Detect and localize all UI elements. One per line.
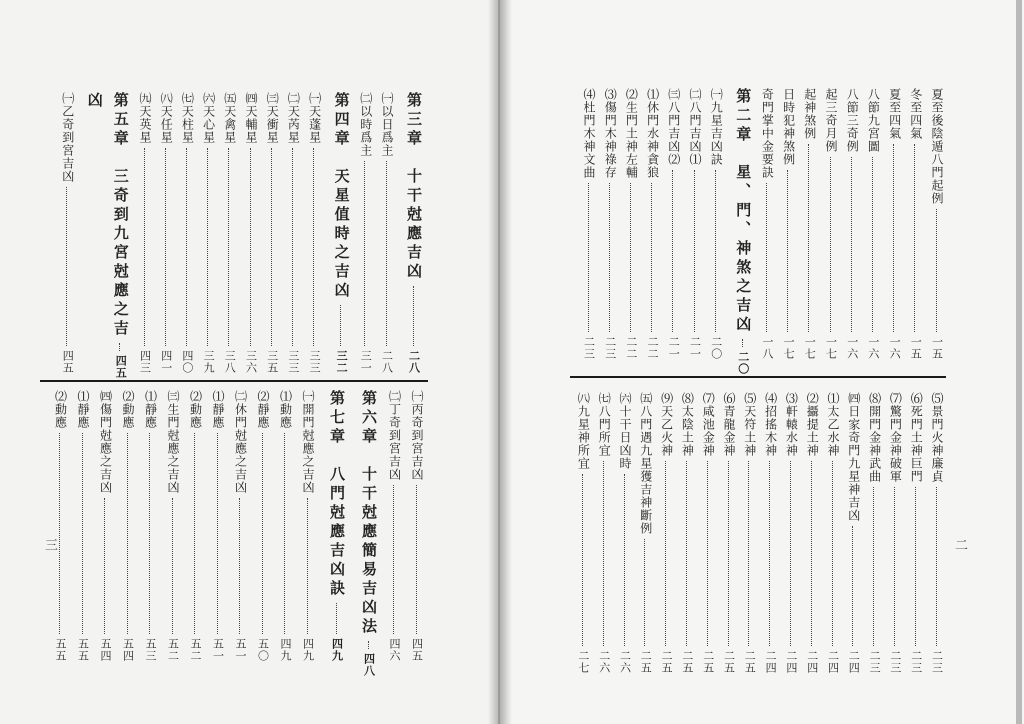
dot-leader bbox=[217, 433, 220, 634]
entry-title: ㈡以時爲主 bbox=[358, 92, 373, 157]
toc-entry bbox=[210, 390, 226, 662]
dot-leader bbox=[165, 148, 168, 346]
toc-chapter-heading bbox=[110, 92, 132, 379]
entry-title: ⑵動應 bbox=[121, 390, 135, 429]
dot-leader bbox=[651, 183, 654, 332]
entry-title: ⑴太乙水神 bbox=[826, 392, 840, 457]
entry-title: ㈠天蓬星 bbox=[307, 92, 322, 144]
page-number: 五四 bbox=[121, 638, 135, 662]
toc-entry bbox=[243, 92, 259, 374]
page-number: 三九 bbox=[202, 350, 216, 374]
toc-entry bbox=[60, 92, 76, 374]
page-number: 四九 bbox=[330, 638, 344, 662]
page-number: 五〇 bbox=[256, 638, 270, 662]
page-number: 五一 bbox=[234, 638, 247, 662]
entry-title: 冬至四氣 bbox=[908, 88, 923, 140]
page-number: 二一 bbox=[688, 336, 702, 360]
toc-chapter-heading bbox=[732, 88, 754, 375]
left-divider-rule bbox=[40, 380, 428, 382]
chapter-title: 第三章 十干尅應吉凶 bbox=[405, 92, 423, 282]
entry-title: ㈠開門尅應之吉凶 bbox=[301, 390, 315, 494]
dot-leader bbox=[769, 461, 772, 646]
entry-title: ⑶傷門木神祿存 bbox=[603, 88, 618, 179]
toc-entry bbox=[887, 88, 903, 360]
dot-leader bbox=[250, 148, 253, 346]
toc-entry bbox=[358, 92, 374, 374]
dot-leader bbox=[104, 498, 107, 634]
page-number: 二三 bbox=[868, 650, 882, 674]
dot-leader bbox=[830, 157, 833, 332]
dot-leader bbox=[694, 170, 697, 332]
right-folio: 二 bbox=[952, 538, 967, 551]
toc-entry bbox=[679, 392, 695, 674]
toc-entry bbox=[264, 92, 280, 374]
page-number: 四一 bbox=[159, 350, 173, 374]
dot-leader bbox=[239, 498, 242, 634]
dot-leader bbox=[582, 474, 585, 646]
page-number: 二五 bbox=[701, 650, 715, 674]
toc-chapter-heading bbox=[358, 390, 380, 677]
entry-title: ⑷招搖木神 bbox=[763, 392, 778, 457]
entry-title: ㈠九星吉凶訣 bbox=[709, 88, 724, 166]
dot-leader bbox=[894, 487, 897, 646]
entry-title: ⑹死門土神巨門 bbox=[909, 392, 924, 483]
dot-leader bbox=[715, 170, 718, 332]
toc-entry bbox=[908, 392, 924, 674]
dot-leader bbox=[665, 461, 668, 646]
toc-entry bbox=[581, 88, 597, 360]
page-number: 二六 bbox=[618, 650, 632, 674]
entry-title: ⑸景門火神廉貞 bbox=[930, 392, 944, 483]
page-number: 二八 bbox=[380, 350, 394, 374]
page-edge bbox=[1016, 0, 1022, 724]
entry-title: ㈤天禽星 bbox=[222, 92, 237, 144]
entry-title: ㈡休門尅應之吉凶 bbox=[233, 390, 248, 494]
toc-entry bbox=[867, 392, 883, 674]
toc-entry bbox=[638, 392, 654, 674]
entry-title: ⑸天符土神 bbox=[742, 392, 757, 457]
toc-entry bbox=[201, 92, 217, 374]
dot-leader bbox=[307, 498, 310, 634]
page-number: 一七 bbox=[782, 336, 796, 360]
page-number: 一六 bbox=[888, 336, 902, 360]
entry-title: ⑵生門土神左輔 bbox=[624, 88, 639, 179]
page-number: 五五 bbox=[76, 638, 90, 662]
toc-entry bbox=[300, 390, 316, 662]
dot-leader bbox=[672, 170, 675, 332]
dot-leader bbox=[609, 183, 612, 332]
entry-title: ㈥十干日凶時 bbox=[618, 392, 632, 470]
dot-leader bbox=[368, 641, 371, 649]
left-page bbox=[0, 0, 498, 724]
page-number: 二三 bbox=[582, 336, 596, 360]
page-number: 一七 bbox=[803, 336, 817, 360]
toc-entry bbox=[602, 88, 618, 360]
toc-entry bbox=[53, 390, 69, 662]
chapter-title: 第五章 三奇到九宮尅應之吉 bbox=[111, 92, 130, 339]
dot-leader bbox=[393, 485, 396, 634]
dot-leader bbox=[386, 161, 389, 346]
toc-entry bbox=[596, 392, 612, 674]
dot-leader bbox=[271, 148, 274, 346]
page-number: 四五 bbox=[114, 355, 128, 379]
toc-entry bbox=[233, 390, 249, 662]
dot-leader bbox=[728, 461, 731, 646]
dot-leader bbox=[852, 526, 855, 646]
dot-leader bbox=[66, 187, 69, 346]
entry-title: ⑴靜應 bbox=[143, 390, 158, 429]
page-number: 四六 bbox=[388, 638, 401, 662]
page-number: 三一 bbox=[359, 350, 373, 374]
entry-title: 日時犯神煞例 bbox=[781, 88, 796, 166]
dot-leader bbox=[742, 339, 745, 347]
dot-leader bbox=[313, 148, 316, 346]
dot-leader bbox=[644, 539, 647, 646]
dot-leader bbox=[292, 148, 295, 346]
entry-title: ㈢八門吉凶⑵ bbox=[666, 88, 681, 166]
dot-leader bbox=[936, 209, 939, 332]
page-number: 五五 bbox=[54, 638, 67, 662]
dot-leader bbox=[82, 433, 85, 634]
toc-entry bbox=[759, 88, 775, 360]
toc-entry bbox=[387, 390, 403, 662]
page-number: 三六 bbox=[244, 350, 258, 374]
toc-chapter-heading bbox=[326, 390, 348, 662]
toc-entry bbox=[929, 88, 945, 360]
entry-title: ㈤八門遇九星獲吉神斷例 bbox=[638, 392, 653, 535]
entry-title: ⑵動應 bbox=[188, 390, 203, 429]
entry-title: ⑵靜應 bbox=[256, 390, 270, 429]
entry-title: ㈢天衝星 bbox=[265, 92, 280, 144]
page-number: 二四 bbox=[847, 650, 861, 674]
entry-title: ⑺驚門金神破軍 bbox=[888, 392, 903, 483]
dot-leader bbox=[873, 487, 876, 646]
toc-chapter-heading bbox=[403, 92, 425, 374]
entry-title: 奇門掌中金要訣 bbox=[760, 88, 775, 179]
dot-leader bbox=[811, 461, 814, 646]
entry-title: 起三奇月例 bbox=[824, 88, 838, 153]
dot-leader bbox=[872, 157, 875, 332]
page-number: 五三 bbox=[144, 638, 157, 662]
entry-title: ㈦八門所宜 bbox=[597, 392, 612, 457]
chapter-title: 第二章 星、門、神煞之吉凶 bbox=[734, 88, 753, 335]
entry-title: ㈡丁奇到宮吉凶 bbox=[387, 390, 402, 481]
toc-entry bbox=[802, 88, 818, 360]
toc-chapter-heading bbox=[84, 92, 106, 374]
toc-entry bbox=[307, 92, 323, 374]
book-gutter bbox=[488, 0, 512, 724]
page-number: 二四 bbox=[764, 650, 778, 674]
entry-title: 起神煞例 bbox=[802, 88, 817, 140]
entry-title: 夏至後陰遁八門起例 bbox=[930, 88, 944, 205]
entry-title: ㈡八門吉凶⑴ bbox=[688, 88, 702, 166]
entry-title: ㈡天芮星 bbox=[286, 92, 301, 144]
toc-entry bbox=[846, 392, 862, 674]
entry-title: ㈣傷門尅應之吉凶 bbox=[98, 390, 113, 494]
toc-entry bbox=[222, 92, 238, 374]
toc-entry bbox=[188, 390, 204, 662]
page-number: 五二 bbox=[166, 638, 180, 662]
dot-leader bbox=[262, 433, 265, 634]
toc-entry bbox=[721, 392, 737, 674]
page-number: 二五 bbox=[722, 650, 736, 674]
toc-entry bbox=[887, 392, 903, 674]
page-number: 一七 bbox=[824, 336, 838, 360]
toc-entry bbox=[804, 392, 820, 674]
page-number: 三二 bbox=[335, 350, 349, 374]
entry-title: ㈨天英星 bbox=[138, 92, 152, 144]
page-number: 二一 bbox=[667, 336, 681, 360]
toc-entry bbox=[278, 390, 294, 662]
page-number: 一五 bbox=[909, 336, 923, 360]
dot-leader bbox=[624, 474, 627, 646]
toc-entry bbox=[75, 390, 91, 662]
entry-title: ⑴動應 bbox=[278, 390, 293, 429]
dot-leader bbox=[416, 485, 419, 634]
page-number: 三八 bbox=[223, 350, 237, 374]
dot-leader bbox=[119, 343, 122, 351]
page-number: 四〇 bbox=[180, 350, 194, 374]
toc-entry bbox=[783, 392, 799, 674]
toc-entry bbox=[908, 88, 924, 360]
page-number: 四五 bbox=[61, 350, 75, 374]
left-folio: 三 bbox=[42, 538, 57, 551]
entry-title: 八節九宮圖 bbox=[866, 88, 881, 153]
entry-title: ⑴休門水神貪狼 bbox=[645, 88, 660, 179]
toc-entry bbox=[179, 92, 195, 374]
dot-leader bbox=[144, 148, 147, 346]
dot-leader bbox=[364, 161, 367, 346]
page-number: 五二 bbox=[189, 638, 202, 662]
entry-title: ㈢生門尅應之吉凶 bbox=[166, 390, 180, 494]
chapter-title: 第七章 八門尅應吉凶訣 bbox=[328, 390, 346, 599]
entry-title: ㈣日家奇門九星神吉凶 bbox=[846, 392, 861, 522]
toc-entry bbox=[575, 392, 591, 674]
dot-leader bbox=[172, 498, 175, 634]
entry-title: ⑻開門金神武曲 bbox=[867, 392, 882, 483]
page-number: 二八 bbox=[407, 350, 421, 374]
page-number: 二五 bbox=[743, 650, 757, 674]
page-number: 一五 bbox=[930, 336, 944, 360]
dot-leader bbox=[186, 148, 189, 346]
toc-entry bbox=[98, 390, 114, 662]
entry-title: ㈥天心星 bbox=[201, 92, 216, 144]
entry-title: ⑷杜門木神文曲 bbox=[582, 88, 596, 179]
toc-entry bbox=[700, 392, 716, 674]
toc-entry bbox=[158, 92, 174, 374]
dot-leader bbox=[630, 183, 633, 332]
dot-leader bbox=[893, 144, 896, 332]
dot-leader bbox=[413, 286, 416, 346]
entry-title: 夏至四氣 bbox=[887, 88, 902, 140]
toc-entry bbox=[659, 392, 675, 674]
toc-entry bbox=[623, 88, 639, 360]
chapter-title: 第四章 天星值時之吉凶 bbox=[332, 92, 351, 301]
page-number: 二五 bbox=[639, 650, 653, 674]
right-page bbox=[500, 0, 1024, 724]
page-number: 四三 bbox=[138, 350, 152, 374]
toc-entry bbox=[823, 88, 839, 360]
entry-title: ㈠乙奇到宮吉凶 bbox=[60, 92, 75, 183]
toc-entry bbox=[708, 88, 724, 360]
toc-entry bbox=[143, 390, 159, 662]
page-number: 一六 bbox=[866, 336, 880, 360]
page-number: 二三 bbox=[888, 650, 902, 674]
chapter-title: 凶 bbox=[85, 92, 104, 111]
page-number: 二六 bbox=[597, 650, 611, 674]
page-number: 二二 bbox=[646, 336, 660, 360]
toc-entry bbox=[617, 392, 633, 674]
page-number: 三三 bbox=[286, 350, 300, 374]
entry-title: ㈧天任星 bbox=[159, 92, 174, 144]
toc-entry bbox=[742, 392, 758, 674]
dot-leader bbox=[936, 487, 939, 646]
right-divider-rule bbox=[570, 376, 946, 378]
toc-chapter-heading bbox=[331, 92, 353, 374]
dot-leader bbox=[284, 433, 287, 634]
page-number: 二三 bbox=[603, 336, 617, 360]
entry-title: ㈦天柱星 bbox=[180, 92, 195, 144]
dot-leader bbox=[207, 148, 210, 346]
page-number: 四五 bbox=[410, 638, 424, 662]
dot-leader bbox=[766, 183, 769, 332]
dot-leader bbox=[127, 433, 130, 634]
dot-leader bbox=[336, 603, 339, 634]
entry-title: ㈠丙奇到宮吉凶 bbox=[410, 390, 424, 481]
page-number: 二四 bbox=[784, 650, 798, 674]
dot-leader bbox=[808, 144, 811, 332]
toc-entry bbox=[137, 92, 153, 374]
toc-entry bbox=[285, 92, 301, 374]
toc-entry bbox=[379, 92, 395, 374]
page-number: 三五 bbox=[265, 350, 279, 374]
dot-leader bbox=[851, 157, 854, 332]
dot-leader bbox=[787, 170, 790, 332]
toc-entry bbox=[120, 390, 136, 662]
dot-leader bbox=[914, 144, 917, 332]
entry-title: 八節三奇例 bbox=[845, 88, 860, 153]
page-number: 二三 bbox=[909, 650, 923, 674]
entry-title: ⑵動應 bbox=[53, 390, 68, 429]
page-number: 二〇 bbox=[736, 351, 750, 375]
entry-title: ⑴靜應 bbox=[211, 390, 225, 429]
toc-entry bbox=[666, 88, 682, 360]
entry-title: ㈧九星神所宜 bbox=[576, 392, 591, 470]
page-number: 二四 bbox=[805, 650, 819, 674]
toc-entry bbox=[165, 390, 181, 662]
page-number: 四九 bbox=[301, 638, 315, 662]
dot-leader bbox=[194, 433, 197, 634]
dot-leader bbox=[340, 305, 343, 346]
entry-title: ㈣天輔星 bbox=[244, 92, 258, 144]
page-number: 二二 bbox=[624, 336, 638, 360]
dot-leader bbox=[915, 487, 918, 646]
page-number: 四九 bbox=[279, 638, 292, 662]
page-number: 四八 bbox=[362, 653, 376, 677]
toc-entry bbox=[929, 392, 945, 674]
toc-entry bbox=[763, 392, 779, 674]
entry-title: ⑵攝提土神 bbox=[805, 392, 820, 457]
page-number: 一八 bbox=[760, 336, 774, 360]
page-number: 二〇 bbox=[709, 336, 723, 360]
toc-entry bbox=[781, 88, 797, 360]
page-number: 二七 bbox=[576, 650, 590, 674]
entry-title: ⑻太陰土神 bbox=[680, 392, 695, 457]
dot-leader bbox=[707, 461, 710, 646]
page-number: 五四 bbox=[99, 638, 112, 662]
toc-entry bbox=[825, 392, 841, 674]
page-number: 二五 bbox=[660, 650, 674, 674]
toc-entry bbox=[645, 88, 661, 360]
toc-entry bbox=[687, 88, 703, 360]
dot-leader bbox=[603, 461, 606, 646]
entry-title: ㈠以日爲主 bbox=[380, 92, 394, 157]
entry-title: ⑹青龍金神 bbox=[722, 392, 736, 457]
page-number: 二四 bbox=[826, 650, 840, 674]
toc-entry bbox=[255, 390, 271, 662]
dot-leader bbox=[59, 433, 62, 634]
dot-leader bbox=[686, 461, 689, 646]
page-number: 一六 bbox=[845, 336, 859, 360]
dot-leader bbox=[748, 461, 751, 646]
dot-leader bbox=[832, 461, 835, 646]
chapter-title: 第六章 十干尅應簡易吉凶法 bbox=[360, 390, 378, 637]
toc-entry bbox=[409, 390, 425, 662]
entry-title: ⑶軒轅水神 bbox=[784, 392, 799, 457]
page-number: 二三 bbox=[930, 650, 944, 674]
dot-leader bbox=[588, 183, 591, 332]
toc-entry bbox=[865, 88, 881, 360]
dot-leader bbox=[149, 433, 152, 634]
page-number: 二五 bbox=[680, 650, 694, 674]
entry-title: ⑼天乙火神 bbox=[659, 392, 674, 457]
dot-leader bbox=[228, 148, 231, 346]
toc-entry bbox=[844, 88, 860, 360]
page-number: 五一 bbox=[211, 638, 225, 662]
dot-leader bbox=[790, 461, 793, 646]
entry-title: ⑺咸池金神 bbox=[701, 392, 716, 457]
entry-title: ⑴靜應 bbox=[76, 390, 90, 429]
page-number: 三三 bbox=[308, 350, 322, 374]
